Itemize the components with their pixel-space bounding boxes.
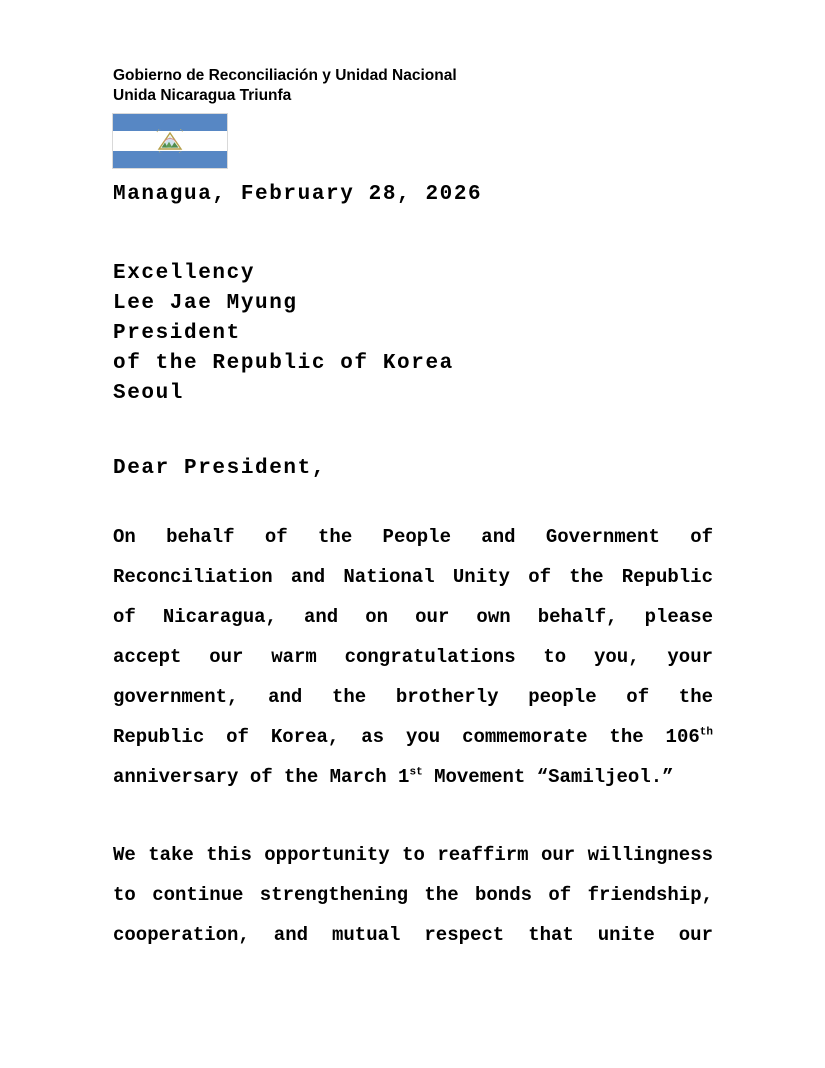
salutation: Dear President, <box>113 457 327 480</box>
letter-text-line: cooperation, and mutual respect that unite our <box>113 924 713 946</box>
letterhead <box>113 66 457 106</box>
letter-text-line: Reconciliation and National Unity of the Republic <box>113 566 713 588</box>
letterhead-line-2: Unida Nicaragua Triunfa <box>113 87 292 104</box>
recipient-line: of the Republic of Korea <box>113 352 454 375</box>
recipient-line: Excellency <box>113 262 256 285</box>
letter-text-line: anniversary of the March 1st Movement “Samiljeol.” <box>113 766 674 788</box>
letter-text-line: of Nicaragua, and on our own behalf, please <box>113 606 713 628</box>
letter-text-line: On behalf of the People and Government of <box>113 526 713 548</box>
letter-text-line: to continue strengthening the bonds of friendship, <box>113 884 713 906</box>
letter-text-line: We take this opportunity to reaffirm our willingness <box>113 844 713 866</box>
date-line: Managua, February 28, 2026 <box>113 183 483 206</box>
recipient-address-block <box>113 259 733 409</box>
recipient-line: President <box>113 322 241 345</box>
body-paragraph-1 <box>113 517 713 797</box>
letterhead-line-1: Gobierno de Reconciliación y Unidad Nacional <box>113 67 457 84</box>
letter-text-line: government, and the brotherly people of the <box>113 686 713 708</box>
flag-bottom-stripe <box>113 151 227 168</box>
body-paragraph-2 <box>113 835 713 955</box>
letter-text-line: accept our warm congratulations to you, your <box>113 646 713 668</box>
recipient-line: Lee Jae Myung <box>113 292 298 315</box>
coat-of-arms-icon <box>151 129 189 153</box>
nicaragua-flag-image <box>112 113 228 169</box>
letter-text-line: Republic of Korea, as you commemorate the 106th <box>113 726 713 748</box>
recipient-line: Seoul <box>113 382 185 405</box>
flag-middle-stripe <box>113 131 227 151</box>
